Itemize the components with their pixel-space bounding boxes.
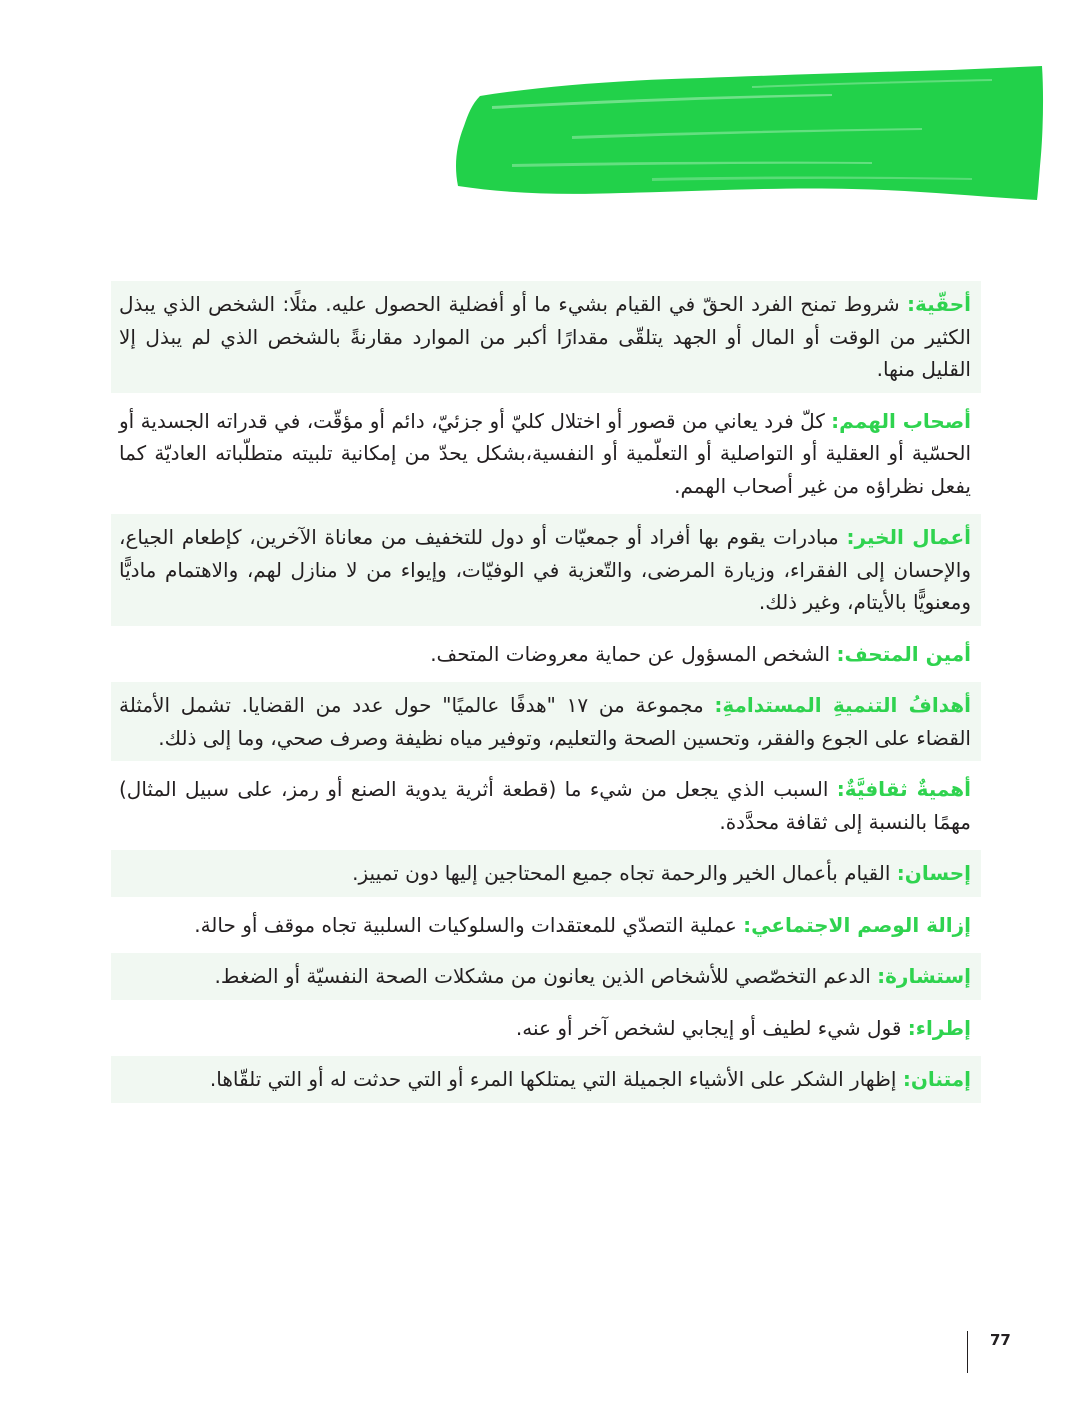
glossary-term: إستشارة: bbox=[877, 964, 971, 988]
glossary-term: أحقّية: bbox=[907, 292, 971, 316]
glossary-term: إمتنان: bbox=[902, 1067, 971, 1091]
glossary-entry-ameen-almathaf bbox=[111, 631, 981, 678]
glossary-term: أهدافُ التنميةِ المستدامةِ: bbox=[714, 693, 972, 717]
glossary-term: أهميةٌ ثقافيَّةٌ: bbox=[836, 777, 972, 801]
green-brush-stroke bbox=[452, 66, 1046, 202]
glossary-definition: الشخص المسؤول عن حماية معروضات المتحف. bbox=[430, 641, 837, 666]
glossary-definition: السبب الذي يجعل من شيء ما (قطعة أثرية يدوية الصنع أو رمز، على سبيل المثال) مهمًا بالنسبة إلى ثقافة محدَّدة. bbox=[119, 777, 971, 834]
glossary-definition: إظهار الشكر على الأشياء الجميلة التي يمتلكها المرء أو التي حدثت له أو التي تلقّاها. bbox=[209, 1067, 903, 1091]
glossary-term: إحسان: bbox=[896, 861, 971, 885]
glossary-entry-aamal-alkhayr bbox=[111, 514, 981, 626]
glossary-term: أمين المتحف: bbox=[836, 641, 971, 666]
glossary-definition: القيام بأعمال الخير والرحمة تجاه جميع المحتاجين إليها دون تمييز. bbox=[352, 861, 897, 885]
glossary-entry-ahaqiyya bbox=[111, 281, 981, 393]
glossary-definition: كلّ فرد يعاني من قصور أو اختلال كليّ أو جزئيّ، دائم أو مؤقّت، في قدراته الجسدية أو الحسّية أو العقلية أو التواصلية أو التعلّمية أو النفسية،بشكل يحدّ من إمكانية تلبيته متطلّباته العاديّة كما يفعل نظراؤه من غير أصحاب الهمم. bbox=[119, 408, 971, 498]
glossary-term: أصحاب الهمم: bbox=[831, 408, 971, 433]
glossary-entry-destigmatisation bbox=[111, 902, 981, 949]
glossary-term: أعمال الخير: bbox=[846, 525, 972, 549]
page-number-divider bbox=[967, 1331, 968, 1373]
glossary-term: إطراء: bbox=[907, 1015, 971, 1040]
glossary-entry-compliment bbox=[111, 1005, 981, 1052]
glossary-entry-counselling bbox=[111, 953, 981, 1000]
glossary-definition: عملية التصدّي للمعتقدات والسلوكيات السلبية تجاه موقف أو حالة. bbox=[194, 912, 744, 937]
glossary-definition: مبادرات يقوم بها أفراد أو جمعيّات أو دول للتخفيف من معاناة الآخرين، كإطعام الجياع، والإحسان إلى الفقراء، وزيارة المرضى، والتّعزية في الوفيّات، وإيواء من لا منازل لهم، والاهتمام ماديًّا ومعنويًّا بالأيتام، وغير ذلك. bbox=[119, 525, 971, 614]
glossary-term: إزالة الوصم الاجتماعي: bbox=[743, 912, 971, 937]
page-number: 77 bbox=[990, 1331, 1011, 1349]
glossary-entry-gratitude bbox=[111, 1056, 981, 1103]
glossary-entry-ashab-alhimam bbox=[111, 398, 981, 510]
glossary-entry-ihsan bbox=[111, 850, 981, 897]
glossary-definition: الدعم التخصّصي للأشخاص الذين يعانون من مشكلات الصحة النفسيّة أو الضغط. bbox=[214, 964, 878, 988]
glossary-definition: مجموعة من ١٧ "هدفًا عالميًا" حول عدد من القضايا. تشمل الأمثلة القضاء على الجوع والفقر، وتحسين الصحة والتعليم، وتوفير مياه نظيفة وصرف صحي، وما إلى ذلك. bbox=[119, 693, 971, 750]
glossary-entry-cultural-significance bbox=[111, 766, 981, 845]
glossary-definition: شروط تمنح الفرد الحقّ في القيام بشيء ما أو أفضلية الحصول عليه. مثلًا: الشخص الذي يبذل الكثير من الوقت أو المال أو الجهد يتلقّى مقدارًا أكبر من الموارد مقارنةً بالشخص الذي لم يبذل إلا القليل منها. bbox=[119, 292, 971, 381]
glossary-list bbox=[111, 281, 981, 1108]
glossary-entry-sdgs bbox=[111, 682, 981, 761]
glossary-definition: قول شيء لطيف أو إيجابي لشخص آخر أو عنه. bbox=[515, 1015, 908, 1040]
